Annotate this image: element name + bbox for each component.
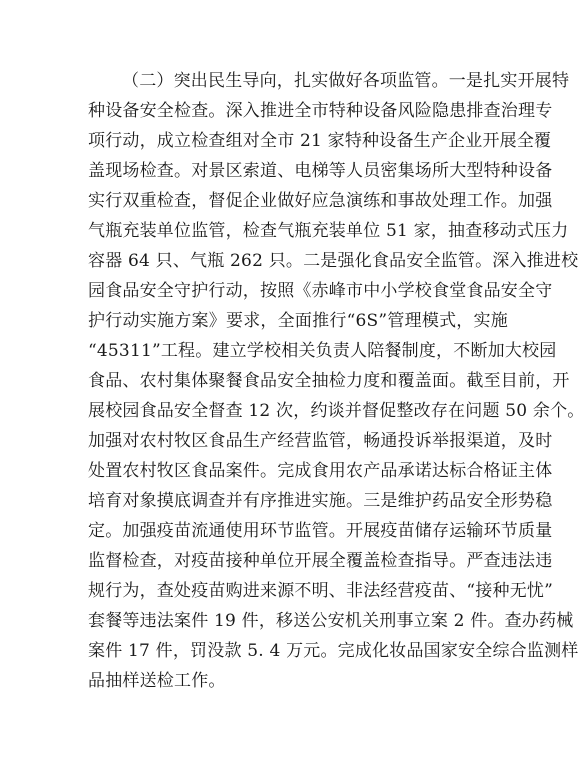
paragraph-line: 项行动，成立检查组对全市 21 家特种设备生产企业开展全覆 [88,131,552,151]
paragraph-line: 实行双重检查，督促企业做好应急演练和事故处理工作。加强 [88,191,553,211]
paragraph-line: 案件 17 件，罚没款 5. 4 万元。完成化妆品国家安全综合监测样 [88,641,579,661]
paragraph-line: 园食品安全守护行动，按照《赤峰市中小学校食堂食品安全守 [88,281,553,301]
paragraph-line: 盖现场检查。对景区索道、电梯等人员密集场所大型特种设备 [88,161,553,181]
paragraph-line: 容器 64 只、气瓶 262 只。二是强化食品安全监管。深入推进校 [88,251,579,271]
paragraph-line: 监督检查，对疫苗接种单位开展全覆盖检查指导。严查违法违 [88,551,553,571]
paragraph-line: （二）突出民生导向，扎实做好各项监管。一是扎实开展特 [122,71,570,91]
paragraph-line: 品抽样送检工作。 [88,671,226,691]
paragraph-line: 加强对农村牧区食品生产经营监管，畅通投诉举报渠道，及时 [88,431,553,451]
paragraph-line: 展校园食品安全督查 12 次，约谈并督促整改存在问题 50 余个。 [88,401,585,421]
paragraph-line: 定。加强疫苗流通使用环节监管。开展疫苗储存运输环节质量 [88,521,553,541]
paragraph [88,66,585,696]
paragraph-line: “45311”工程。建立学校相关负责人陪餐制度，不断加大校园 [88,341,557,361]
paragraph-line: 培育对象摸底调查并有序推进实施。三是维护药品安全形势稳 [88,491,553,511]
paragraph-line: 规行为，查处疫苗购进来源不明、非法经营疫苗、“接种无忧” [88,581,553,601]
paragraph-line: 种设备安全检查。深入推进全市特种设备风险隐患排查治理专 [88,101,553,121]
paragraph-line: 食品、农村集体聚餐食品安全抽检力度和覆盖面。截至目前，开 [88,371,570,391]
paragraph-line: 处置农村牧区食品案件。完成食用农产品承诺达标合格证主体 [88,461,553,481]
paragraph-line: 护行动实施方案》要求，全面推行“6S”管理模式，实施 [88,311,508,331]
paragraph-line: 气瓶充装单位监管，检查气瓶充装单位 51 家，抽查移动式压力 [88,221,569,241]
paragraph-line: 套餐等违法案件 19 件，移送公安机关刑事立案 2 件。查办药械 [88,611,574,631]
